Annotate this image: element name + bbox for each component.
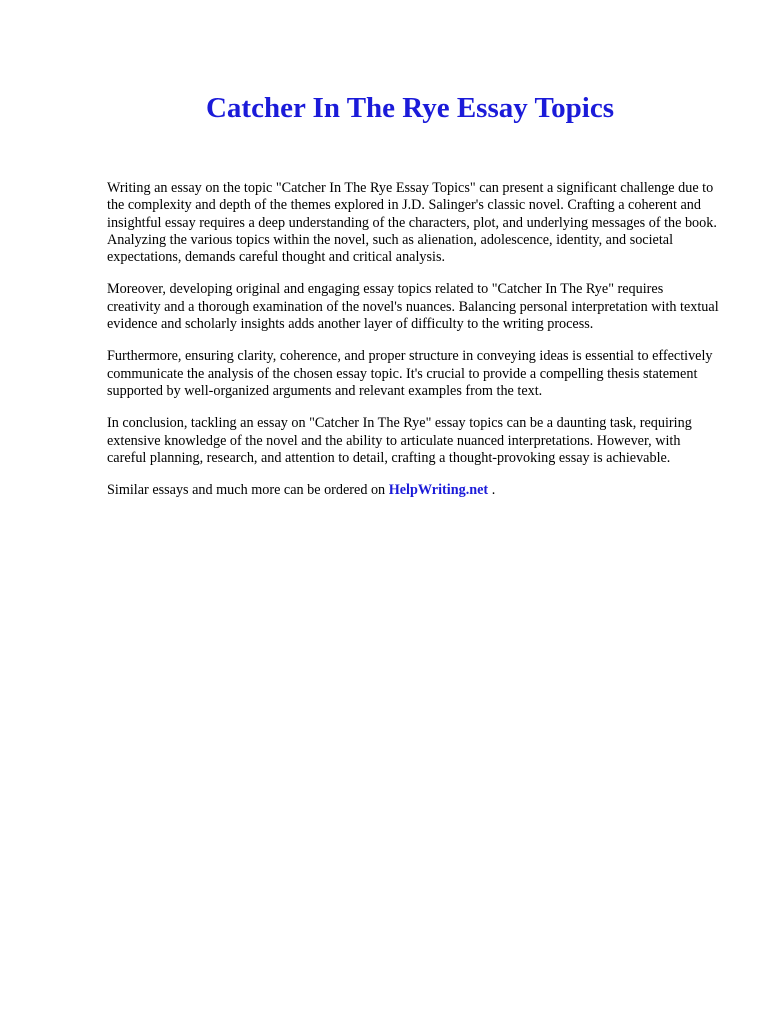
paragraph-furthermore: Furthermore, ensuring clarity, coherence, and proper structure in conveying ideas is essential to effectively communicate the analysis of the chosen essay topic. It's crucial to provide a compelling thesis statement supported by well-organized arguments and relevant examples from the text. [107, 348, 713, 399]
essay-body [107, 180, 719, 514]
paragraph-intro: Writing an essay on the topic "Catcher In The Rye Essay Topics" can present a significant challenge due to the complexity and depth of the themes explored in J.D. Salinger's classic novel. Crafting a coherent and insightful essay requires a deep understanding of the characters, plot, and underlying messages of the book. Analyzing the various topics within the novel, such as alienation, adolescence, identity, and societal expectations, demands careful thought and critical analysis. [107, 180, 717, 266]
page-title: Catcher In The Rye Essay Topics [205, 92, 614, 124]
closing-prefix: Similar essays and much more can be ordered on [107, 482, 389, 499]
closing-line [107, 482, 719, 499]
closing-suffix: . [488, 482, 496, 499]
paragraph-moreover: Moreover, developing original and engaging essay topics related to "Catcher In The Rye" requires creativity and a thorough examination of the novel's nuances. Balancing personal interpretation with textual evidence and scholarly insights adds another layer of difficulty to the writing process. [107, 281, 719, 333]
helpwriting-link[interactable]: HelpWriting.net [388, 482, 489, 499]
paragraph-conclusion: In conclusion, tackling an essay on "Catcher In The Rye" essay topics can be a daunting task, requiring extensive knowledge of the novel and the ability to articulate nuanced interpretations. However, with careful planning, research, and attention to detail, crafting a thought-provoking essay is achievable. [107, 415, 692, 466]
